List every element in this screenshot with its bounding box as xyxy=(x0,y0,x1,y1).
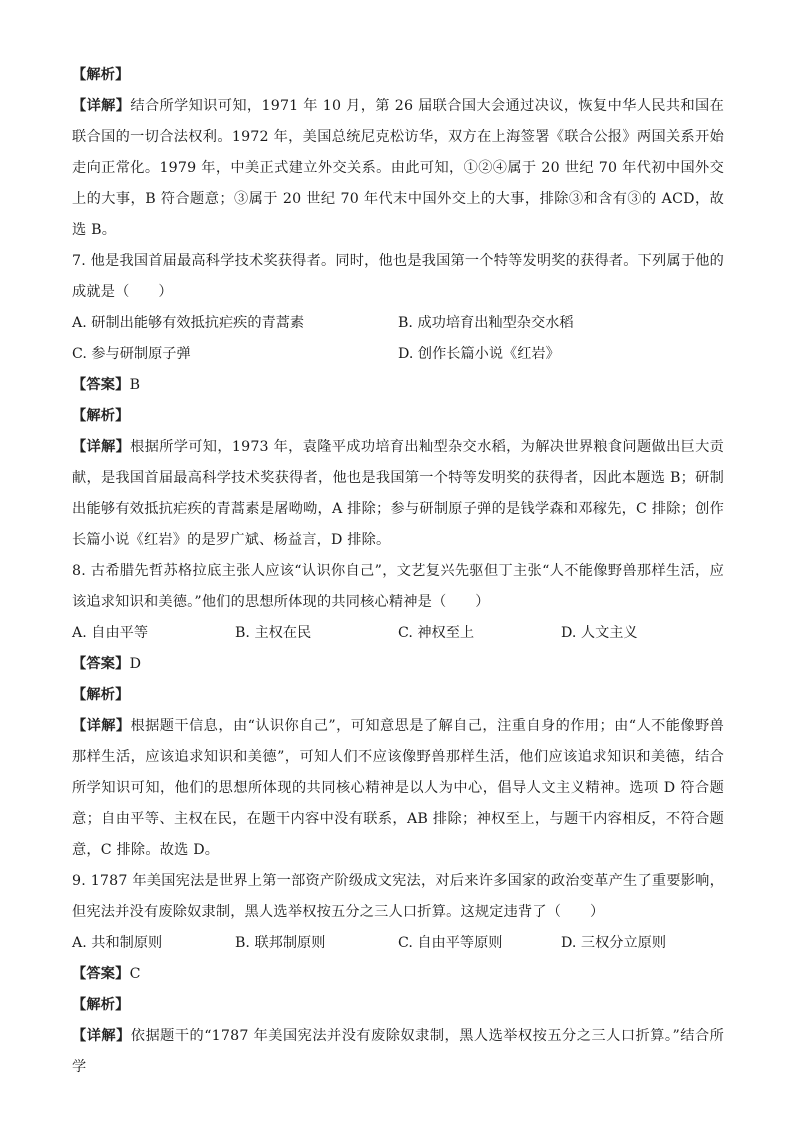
option-c: C. 自由平等原则 xyxy=(398,935,503,951)
analysis-heading: 【解析】 xyxy=(72,997,130,1013)
option-a: A. 研制出能够有效抵抗疟疾的青蒿素 xyxy=(72,315,305,331)
question-9-options-row xyxy=(72,928,724,959)
detail-paragraph: 【详解】结合所学知识可知，1971 年 10 月，第 26 届联合国大会通过决议，恢复中华人民共和国在联合国的一切合法权利。1972 年，美国总统尼克松访华，双方在上海签署《联合公报》两国关系开始走向正常化。1979 年，中美正式建立外交关系。由此可知，①②④属于 20 世纪 70 年代初中国外交上的大事，B 符合题意；③属于 20 世纪 70 年代末中国外交上的大事，排除③和含有③的 ACD，故选 B。 xyxy=(72,98,724,238)
detail-paragraph: 【详解】依据题干的“1787 年美国宪法并没有废除奴隶制，黑人选举权按五分之三人口折算。”结合所学 xyxy=(72,1028,724,1075)
detail-text: 根据所学可知，1973 年，袁隆平成功培育出籼型杂交水稻，为解决世界粮食问题做出巨大贡献，是我国首届最高科学技术奖获得者，他也是我国第一个特等发明奖的获得者，因此本题选 B；研制出能够有效抵抗疟疾的青蒿素是屠呦呦，A 排除；参与研制原子弹的是钱学森和邓稼先，C 排除；创作长篇小说《红岩》的是罗广斌、杨益言，D 排除。 xyxy=(72,439,724,548)
answer-value: C xyxy=(129,966,141,982)
option-c: C. 神权至上 xyxy=(398,625,475,641)
option-a: A. 共和制原则 xyxy=(72,935,163,951)
question-7-options-row-2 xyxy=(72,339,724,370)
answer-line: 【答案】C xyxy=(72,966,141,982)
question-7-options-row-1 xyxy=(72,308,724,339)
analysis-heading: 【解析】 xyxy=(72,687,130,703)
option-b: B. 主权在民 xyxy=(235,625,312,641)
answer-value: B xyxy=(129,377,141,393)
answer-value: D xyxy=(129,656,142,672)
question-9-stem: 9. 1787 年美国宪法是世界上第一部资产阶级成文宪法，对后来许多国家的政治变革产生了重要影响，但宪法并没有废除奴隶制，黑人选举权按五分之三人口折算。这规定违背了（ ） xyxy=(72,873,724,920)
option-d: D. 人文主义 xyxy=(561,625,638,641)
option-d: D. 创作长篇小说《红岩》 xyxy=(398,346,560,362)
option-a: A. 自由平等 xyxy=(72,625,149,641)
option-c: C. 参与研制原子弹 xyxy=(72,346,191,362)
detail-text: 根据题干信息，由“认识你自己”，可知意思是了解自己，注重自身的作用；由“人不能像野兽那样生活，应该追求知识和美德”，可知人们不应该像野兽那样生活，他们应该追求知识和美德，结合所学知识可知，他们的思想所体现的共同核心精神是以人为中心，倡导人文主义精神。选项 D 符合题意；自由平等、主权在民，在题干内容中没有联系，AB 排除；神权至上，与题干内容相反，不符合题意，C 排除。故选 D。 xyxy=(72,718,724,858)
question-7-stem: 7. 他是我国首届最高科学技术奖获得者。同时，他也是我国第一个特等发明奖的获得者。下列属于他的成就是（ ） xyxy=(72,253,724,300)
detail-text: 结合所学知识可知，1971 年 10 月，第 26 届联合国大会通过决议，恢复中华人民共和国在联合国的一切合法权利。1972 年，美国总统尼克松访华，双方在上海签署《联合公报》两国关系开始走向正常化。1979 年，中美正式建立外交关系。由此可知，①②④属于 20 世纪 70 年代初中国外交上的大事，B 符合题意；③属于 20 世纪 70 年代末中国外交上的大事，排除③和含有③的 ACD，故选 B。 xyxy=(72,98,724,238)
detail-paragraph: 【详解】根据题干信息，由“认识你自己”，可知意思是了解自己，注重自身的作用；由“人不能像野兽那样生活，应该追求知识和美德”，可知人们不应该像野兽那样生活，他们应该追求知识和美德，结合所学知识可知，他们的思想所体现的共同核心精神是以人为中心，倡导人文主义精神。选项 D 符合题意；自由平等、主权在民，在题干内容中没有联系，AB 排除；神权至上，与题干内容相反，不符合题意，C 排除。故选 D。 xyxy=(72,718,724,858)
question-8-stem: 8. 古希腊先哲苏格拉底主张人应该“认识你自己”，文艺复兴先驱但丁主张“人不能像野兽那样生活，应该追求知识和美德。”他们的思想所体现的共同核心精神是（ ） xyxy=(72,563,724,610)
analysis-heading: 【解析】 xyxy=(72,67,130,83)
detail-text: 依据题干的“1787 年美国宪法并没有废除奴隶制，黑人选举权按五分之三人口折算。”结合所学 xyxy=(72,1028,724,1075)
detail-paragraph: 【详解】根据所学可知，1973 年，袁隆平成功培育出籼型杂交水稻，为解决世界粮食问题做出巨大贡献，是我国首届最高科学技术奖获得者，他也是我国第一个特等发明奖的获得者，因此本题选 B；研制出能够有效抵抗疟疾的青蒿素是屠呦呦，A 排除；参与研制原子弹的是钱学森和邓稼先，C 排除；创作长篇小说《红岩》的是罗广斌、杨益言，D 排除。 xyxy=(72,439,724,548)
document-page xyxy=(72,60,724,1083)
answer-line: 【答案】B xyxy=(72,377,141,393)
option-b: B. 联邦制原则 xyxy=(235,935,326,951)
option-b: B. 成功培育出籼型杂交水稻 xyxy=(398,315,574,331)
answer-line: 【答案】D xyxy=(72,656,142,672)
option-d: D. 三权分立原则 xyxy=(561,935,667,951)
question-8-options-row xyxy=(72,618,724,649)
analysis-heading: 【解析】 xyxy=(72,408,130,424)
